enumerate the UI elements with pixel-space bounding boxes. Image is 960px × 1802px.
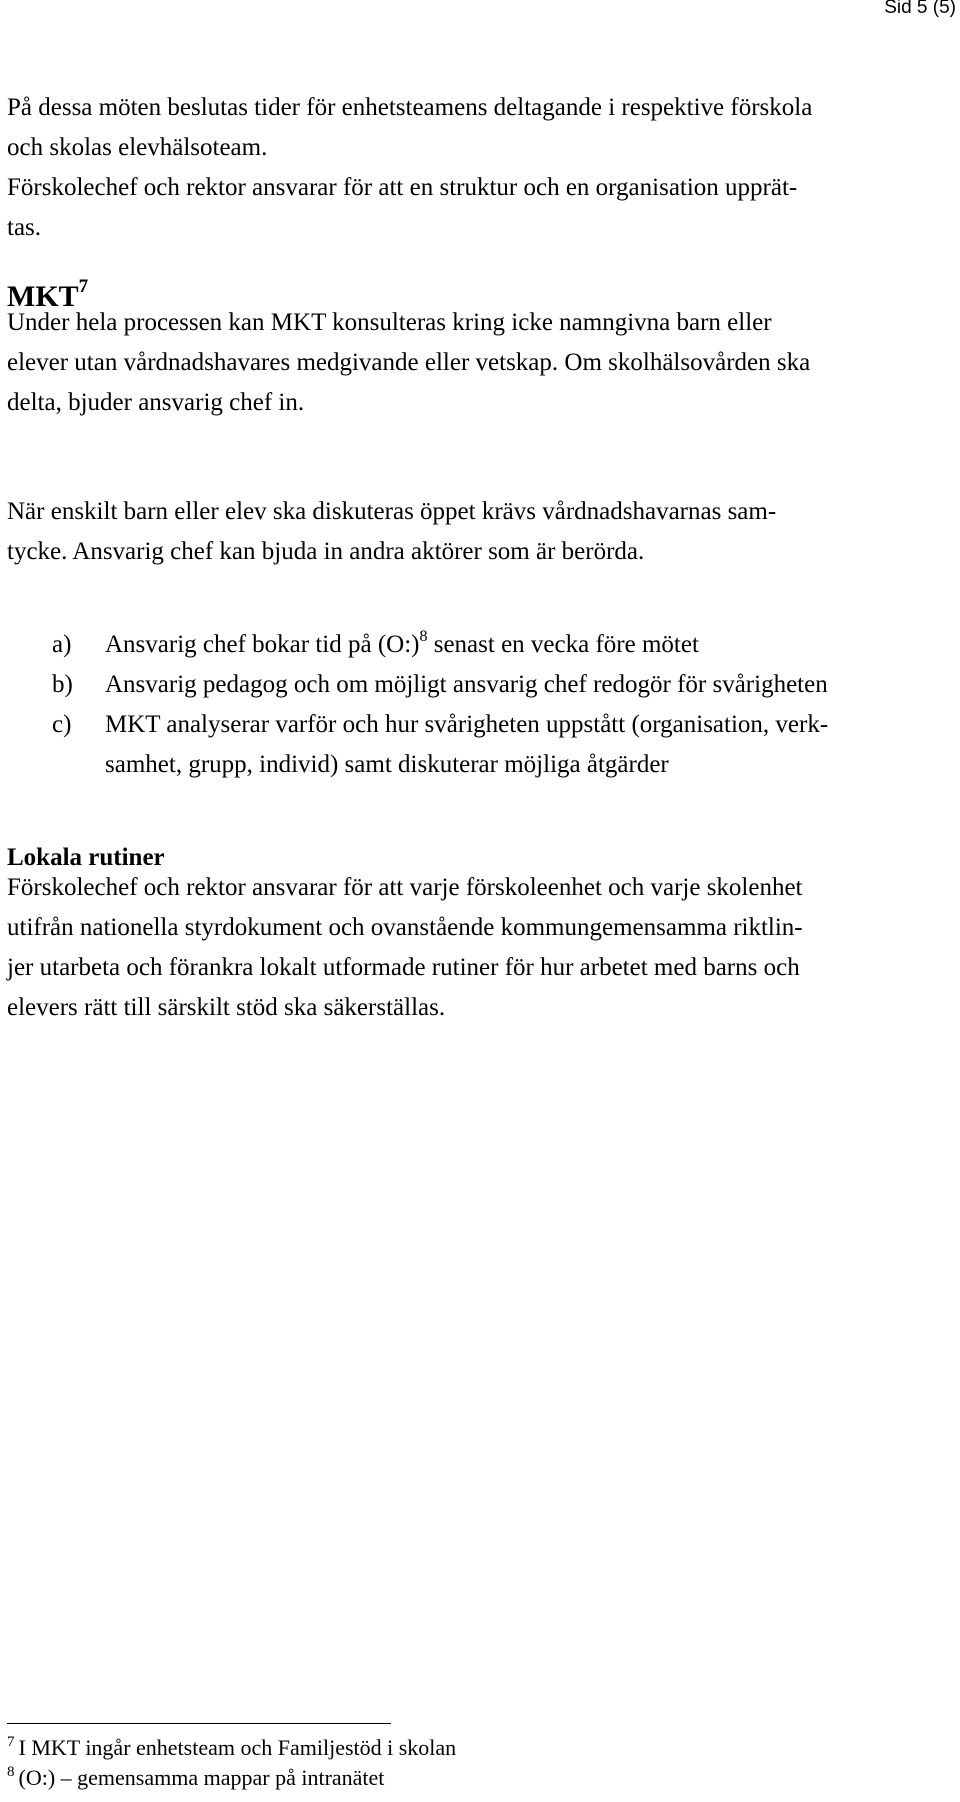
- footnote-ref-7[interactable]: 7: [78, 276, 89, 297]
- footnotes: [7, 1733, 456, 1793]
- text-line: På dessa möten beslutas tider för enhetsteamens deltagande i respektive förskola: [7, 94, 813, 121]
- footnote-separator: [7, 1723, 391, 1724]
- text-line: Förskolechef och rektor ansvarar för att en struktur och en organisation upprät-: [7, 174, 798, 201]
- text-line: tas.: [7, 214, 42, 241]
- text-line: jer utarbeta och förankra lokalt utformade rutiner för hur arbetet med barns och: [7, 954, 800, 981]
- list-item-text: MKT analyserar varför och hur svårigheten uppstått (organisation, verk-: [105, 711, 829, 738]
- text-line: När enskilt barn eller elev ska diskuteras öppet krävs vårdnadshavarnas sam-: [7, 498, 777, 525]
- footnote-number: 8: [7, 1764, 15, 1780]
- list-marker: c): [52, 711, 72, 738]
- list-marker: a): [52, 631, 72, 658]
- text-line: Under hela processen kan MKT konsulteras kring icke namngivna barn eller: [7, 309, 772, 336]
- text-line: delta, bjuder ansvarig chef in.: [7, 389, 305, 416]
- list-item-a: [52, 625, 957, 665]
- footnote-ref-8[interactable]: 8: [419, 628, 428, 645]
- list-item-c: [52, 705, 957, 785]
- mkt-steps-list: [52, 625, 957, 785]
- list-item-text: Ansvarig chef bokar tid på (O:): [105, 631, 420, 658]
- text-line: elever utan vårdnadshavares medgivande eller vetskap. Om skolhälsovården ska: [7, 349, 811, 376]
- list-marker: b): [52, 671, 73, 698]
- mkt-paragraph-1: [7, 303, 957, 423]
- list-item-text-after: senast en vecka före mötet: [427, 631, 699, 658]
- list-item-text: samhet, grupp, individ) samt diskuterar möjliga åtgärder: [105, 751, 669, 778]
- mkt-paragraph-2: [7, 492, 957, 572]
- list-item-b: [52, 665, 957, 705]
- text-line: och skolas elevhälsoteam.: [7, 134, 268, 161]
- footnote-number: 7: [7, 1734, 15, 1750]
- footnote-7: [7, 1733, 456, 1763]
- text-line: tycke. Ansvarig chef kan bjuda in andra aktörer som är berörda.: [7, 538, 645, 565]
- page-number: Sid 5 (5): [884, 0, 956, 18]
- local-routines-heading: Lokala rutiner: [7, 844, 165, 871]
- intro-paragraph: [7, 88, 957, 248]
- text-line: utifrån nationella styrdokument och ovanstående kommungemensamma riktlin-: [7, 914, 803, 941]
- text-line: Förskolechef och rektor ansvarar för att varje förskoleenhet och varje skolenhet: [7, 874, 803, 901]
- local-routines-paragraph: [7, 868, 957, 1028]
- list-item-text: Ansvarig pedagog och om möjligt ansvarig chef redogör för svårigheten: [105, 671, 828, 698]
- footnote-8: [7, 1763, 456, 1793]
- footnote-text: (O:) – gemensamma mappar på intranätet: [18, 1765, 385, 1790]
- footnote-text: I MKT ingår enhetsteam och Familjestöd i skolan: [18, 1735, 457, 1760]
- text-line: elevers rätt till särskilt stöd ska säkerställas.: [7, 994, 446, 1021]
- mkt-heading-text: MKT: [7, 280, 79, 313]
